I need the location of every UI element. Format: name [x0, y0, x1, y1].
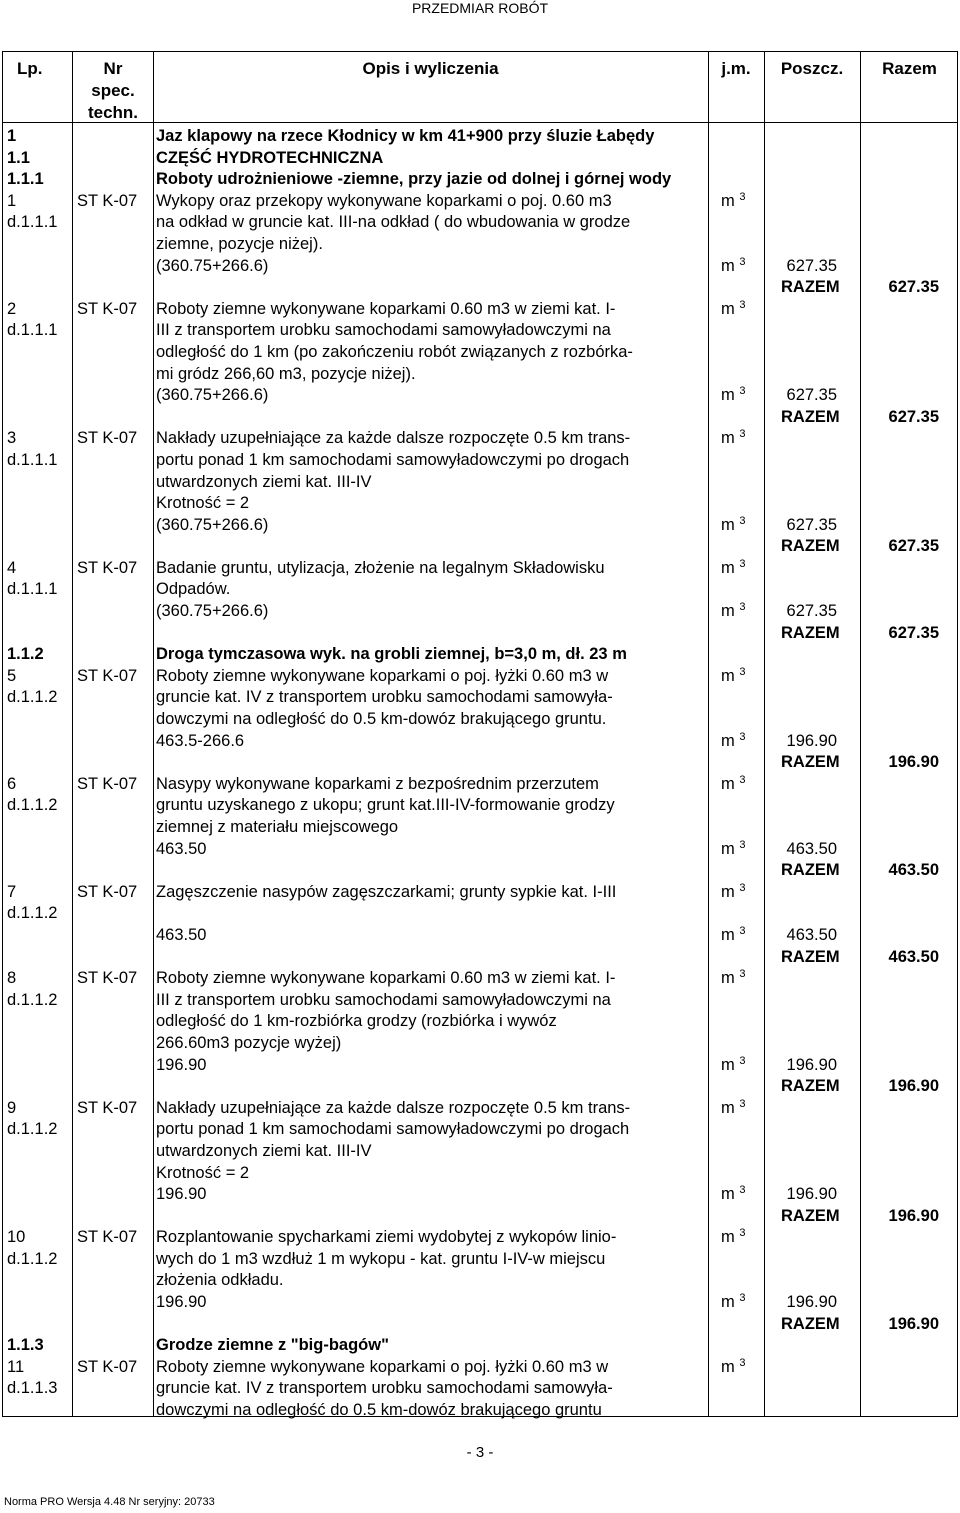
table-row — [3, 1400, 957, 1422]
description-line: Krotność = 2 — [156, 494, 250, 513]
razem-label: RAZEM — [781, 623, 840, 642]
total-value: 196.90 — [888, 1206, 939, 1225]
quantity-value: 196.90 — [786, 1055, 837, 1074]
section-heading-row — [3, 126, 957, 148]
quantity-value: 196.90 — [786, 1293, 837, 1312]
unit: m $^3$ — [721, 1356, 746, 1376]
total-row — [3, 1206, 957, 1228]
table-row — [3, 234, 957, 256]
total-row — [3, 407, 957, 429]
total-row — [3, 860, 957, 882]
spec-code: ST K-07 — [77, 299, 138, 318]
description-line: Nakłady uzupełniające za każde dalsze rozpoczęte 0.5 km trans- — [156, 1098, 631, 1117]
description-line: portu ponad 1 km samochodami samowyładowczymi po drogach — [156, 1120, 630, 1139]
unit: m $^3$ — [721, 730, 746, 750]
item-number: d.1.1.1 — [7, 321, 58, 340]
section-heading-row — [3, 644, 957, 666]
unit: m $^3$ — [721, 298, 746, 318]
unit: m $^3$ — [721, 601, 746, 621]
table-row — [3, 1033, 957, 1055]
table-row — [3, 1163, 957, 1185]
unit: m $^3$ — [721, 665, 746, 685]
description-line: Zagęszczenie nasypów zagęszczarkami; grunty sypkie kat. I-III — [156, 882, 617, 901]
description-line: Rozplantowanie spycharkami ziemi wydobytej z wykopów linio- — [156, 1228, 617, 1247]
description-line: ziemnej z materiału miejscowego — [156, 818, 399, 836]
total-row — [3, 623, 957, 645]
table-row — [3, 687, 957, 709]
item-number: 8 — [7, 969, 17, 988]
table-row — [3, 882, 957, 904]
total-row — [3, 1076, 957, 1098]
table-row — [3, 925, 957, 947]
section-heading-row — [3, 148, 957, 170]
spec-code: ST K-07 — [77, 882, 138, 901]
total-value: 463.50 — [888, 861, 939, 880]
description-line: III z transportem urobku samochodami samowyładowczymi na — [156, 321, 611, 340]
item-number: 5 — [7, 666, 17, 685]
description-line: mi gródz 266,60 m3, pozycje niżej). — [156, 364, 416, 383]
unit: m $^3$ — [721, 838, 746, 858]
col-header-quantity: Poszcz. — [780, 59, 844, 78]
unit: m $^3$ — [721, 385, 746, 405]
total-value: 627.35 — [888, 623, 939, 642]
quantity-value: 627.35 — [786, 256, 837, 275]
item-number: 7 — [7, 882, 17, 901]
description-line: portu ponad 1 km samochodami samowyładowczymi po drogach — [156, 450, 630, 469]
table-row — [3, 299, 957, 321]
razem-label: RAZEM — [781, 278, 840, 297]
section-number: 1.1.1 — [7, 170, 44, 189]
total-value: 196.90 — [888, 1077, 939, 1096]
description-line: ziemne, pozycje niżej). — [156, 234, 323, 253]
item-number: d.1.1.3 — [7, 1379, 58, 1398]
table-body — [3, 126, 957, 1422]
table-row — [3, 709, 957, 731]
description-line: gruncie kat. IV z transportem urobku samochodami samowyła- — [156, 688, 613, 707]
description-line: Wykopy oraz przekopy wykonywane koparkami o poj. 0.60 m3 — [156, 191, 612, 210]
unit: m $^3$ — [721, 1227, 746, 1247]
description-line: gruncie kat. IV z transportem urobku samochodami samowyła- — [156, 1379, 613, 1398]
description-line: Krotność = 2 — [156, 1163, 250, 1182]
unit: m $^3$ — [721, 924, 746, 944]
section-title: Droga tymczasowa wyk. na grobli ziemnej, b=3,0 m, dł. 23 m — [156, 645, 627, 664]
razem-label: RAZEM — [781, 753, 840, 772]
table-row — [3, 817, 957, 839]
description-line: Badanie gruntu, utylizacja, złożenie na legalnym Składowisku — [156, 558, 605, 577]
total-row — [3, 277, 957, 299]
table-row — [3, 731, 957, 753]
table-row — [3, 1184, 957, 1206]
page-header-title: PRZEDMIAR ROBÓT — [411, 0, 549, 16]
item-number: d.1.1.2 — [7, 990, 58, 1009]
total-value: 627.35 — [888, 537, 939, 556]
spec-code: ST K-07 — [77, 191, 138, 210]
col-header-lp: Lp. — [17, 59, 43, 78]
calculation: 196.90 — [156, 1185, 207, 1204]
description-line: Roboty ziemne wykonywane koparkami o poj. łyżki 0.60 m3 w — [156, 666, 609, 685]
table-row — [3, 1141, 957, 1163]
table-row — [3, 1098, 957, 1120]
item-number: d.1.1.1 — [7, 450, 58, 469]
calculation: 196.90 — [156, 1055, 207, 1074]
table-row — [3, 493, 957, 515]
total-value: 463.50 — [888, 947, 939, 966]
table-row — [3, 795, 957, 817]
section-title: Roboty udrożnieniowe -ziemne, przy jazie od dolnej i górnej wody — [156, 170, 672, 189]
table-row — [3, 515, 957, 537]
razem-label: RAZEM — [781, 407, 840, 426]
table-row — [3, 191, 957, 213]
table-row — [3, 558, 957, 580]
calculation: (360.75+266.6) — [156, 602, 269, 621]
quantity-value: 627.35 — [786, 386, 837, 405]
calculation: 463.5-266.6 — [156, 731, 245, 750]
spec-code: ST K-07 — [77, 666, 138, 685]
unit: m $^3$ — [721, 968, 746, 988]
bill-of-quantities-table — [2, 51, 958, 1420]
unit: m $^3$ — [721, 1184, 746, 1204]
software-footer: Norma PRO Wersja 4.48 Nr seryjny: 20733 — [4, 1496, 215, 1508]
description-line: Nakłady uzupełniające za każde dalsze rozpoczęte 0.5 km trans- — [156, 429, 631, 448]
unit: m $^3$ — [721, 190, 746, 210]
section-number: 1.1.3 — [7, 1336, 44, 1355]
item-number: d.1.1.2 — [7, 904, 58, 923]
spec-code: ST K-07 — [77, 774, 138, 793]
table-row — [3, 342, 957, 364]
unit: m $^3$ — [721, 773, 746, 793]
unit: m $^3$ — [721, 1097, 746, 1117]
item-number: 6 — [7, 774, 17, 793]
razem-label: RAZEM — [781, 861, 840, 880]
table-row — [3, 472, 957, 494]
quantity-value: 463.50 — [786, 925, 837, 944]
table-row — [3, 579, 957, 601]
total-row — [3, 1314, 957, 1336]
razem-label: RAZEM — [781, 1077, 840, 1096]
col-header-description: Opis i wyliczenia — [362, 59, 499, 78]
total-row — [3, 536, 957, 558]
description-line: gruntu uzyskanego z ukopu; grunt kat.III-IV-formowanie grodzy — [156, 796, 615, 815]
spec-code: ST K-07 — [77, 429, 138, 448]
spec-code: ST K-07 — [77, 1357, 138, 1376]
table-row — [3, 1227, 957, 1249]
table-row — [3, 428, 957, 450]
total-value: 627.35 — [888, 407, 939, 426]
unit: m $^3$ — [721, 1054, 746, 1074]
item-number: d.1.1.1 — [7, 213, 58, 232]
calculation: 463.50 — [156, 839, 207, 858]
unit: m $^3$ — [721, 1292, 746, 1312]
table-row — [3, 1292, 957, 1314]
section-number: 1.1.2 — [7, 645, 44, 664]
razem-label: RAZEM — [781, 1314, 840, 1333]
description-line: odległość do 1 km (po zakończeniu robót związanych z rozbórka- — [156, 342, 633, 361]
table-row — [3, 320, 957, 342]
section-number: 1 — [7, 127, 17, 145]
table-row — [3, 1119, 957, 1141]
table-row — [3, 1378, 957, 1400]
description-line: dowczymi na odległość do 0.5 km-dowóz brakującego gruntu. — [156, 710, 607, 729]
table-row — [3, 1011, 957, 1033]
section-heading-row — [3, 1335, 957, 1357]
unit: m $^3$ — [721, 255, 746, 275]
table-row — [3, 1249, 957, 1271]
table-row — [3, 839, 957, 861]
calculation: 196.90 — [156, 1293, 207, 1312]
table-row — [3, 1270, 957, 1292]
description-line: wych do 1 m3 wzdłuż 1 m wykopu - kat. gruntu I-IV-w miejscu — [156, 1249, 606, 1268]
item-number: 1 — [7, 191, 17, 210]
quantity-value: 627.35 — [786, 515, 837, 534]
calculation: (360.75+266.6) — [156, 386, 269, 405]
description-line: utwardzonych ziemi kat. III-IV — [156, 472, 372, 491]
table-row — [3, 1357, 957, 1379]
description-line: odległość do 1 km-rozbiórka grodzy (rozbiórka i wywóz — [156, 1012, 557, 1031]
spec-code: ST K-07 — [77, 1228, 138, 1247]
section-title: Jaz klapowy na rzece Kłodnicy w km 41+900 przy śluzie Łabędy — [156, 127, 655, 145]
item-number: 3 — [7, 429, 17, 448]
item-number: d.1.1.2 — [7, 796, 58, 815]
description-line: Nasypy wykonywane koparkami z bezpośrednim przerzutem — [156, 774, 599, 793]
total-row — [3, 947, 957, 969]
razem-label: RAZEM — [781, 1206, 840, 1225]
description-line: dowczymi na odległość do 0.5 km-dowóz brakującego gruntu — [156, 1401, 602, 1420]
table-row — [3, 601, 957, 623]
unit: m $^3$ — [721, 514, 746, 534]
description-line: III z transportem urobku samochodami samowyładowczymi na — [156, 990, 611, 1009]
item-number: 4 — [7, 558, 17, 577]
description-line: 266.60m3 pozycje wyżej) — [156, 1033, 342, 1052]
item-number: 9 — [7, 1098, 17, 1117]
item-number: d.1.1.2 — [7, 688, 58, 707]
table-row — [3, 385, 957, 407]
section-title: Grodze ziemne z "big-bagów" — [156, 1336, 389, 1355]
description-line: utwardzonych ziemi kat. III-IV — [156, 1141, 372, 1160]
quantity-value: 627.35 — [786, 602, 837, 621]
section-number: 1.1 — [7, 148, 30, 167]
col-header-total: Razem — [882, 59, 937, 78]
total-value: 196.90 — [888, 1314, 939, 1333]
item-number: 11 — [7, 1357, 25, 1376]
total-value: 196.90 — [888, 753, 939, 772]
quantity-value: 196.90 — [786, 731, 837, 750]
calculation: (360.75+266.6) — [156, 256, 269, 275]
table-row — [3, 1055, 957, 1077]
table-row — [3, 903, 957, 925]
table-row — [3, 990, 957, 1012]
table-row — [3, 666, 957, 688]
description-line: Roboty ziemne wykonywane koparkami 0.60 m3 w ziemi kat. I- — [156, 299, 616, 318]
col-header-spec: Nr spec. techn. — [87, 59, 139, 122]
unit: m $^3$ — [721, 881, 746, 901]
table-row — [3, 364, 957, 386]
razem-label: RAZEM — [781, 537, 840, 556]
table-row — [3, 450, 957, 472]
total-value: 627.35 — [888, 278, 939, 297]
section-title: CZĘŚĆ HYDROTECHNICZNA — [156, 148, 384, 167]
section-heading-row — [3, 169, 957, 191]
quantity-value: 463.50 — [786, 839, 837, 858]
calculation: 463.50 — [156, 925, 207, 944]
description-line: złożenia odkładu. — [156, 1271, 284, 1290]
page-number: - 3 - — [466, 1444, 494, 1461]
unit: m $^3$ — [721, 557, 746, 577]
item-number: d.1.1.2 — [7, 1249, 58, 1268]
item-number: 10 — [7, 1228, 26, 1247]
table-row — [3, 256, 957, 278]
description-line: na odkład w gruncie kat. III-na odkład ( do wbudowania w grodze — [156, 213, 631, 232]
description-line: Roboty ziemne wykonywane koparkami 0.60 m3 w ziemi kat. I- — [156, 969, 616, 988]
item-number: 2 — [7, 299, 17, 318]
total-row — [3, 752, 957, 774]
col-header-unit: j.m. — [721, 59, 751, 78]
table-row — [3, 212, 957, 234]
quantity-value: 196.90 — [786, 1185, 837, 1204]
table-row — [3, 774, 957, 796]
table-row — [3, 968, 957, 990]
spec-code: ST K-07 — [77, 969, 138, 988]
spec-code: ST K-07 — [77, 558, 138, 577]
description-line: Roboty ziemne wykonywane koparkami o poj. łyżki 0.60 m3 w — [156, 1357, 609, 1376]
item-number: d.1.1.2 — [7, 1120, 58, 1139]
razem-label: RAZEM — [781, 947, 840, 966]
description-line: Odpadów. — [156, 580, 231, 599]
item-number: d.1.1.1 — [7, 580, 58, 599]
unit: m $^3$ — [721, 428, 746, 448]
calculation: (360.75+266.6) — [156, 515, 269, 534]
spec-code: ST K-07 — [77, 1098, 138, 1117]
